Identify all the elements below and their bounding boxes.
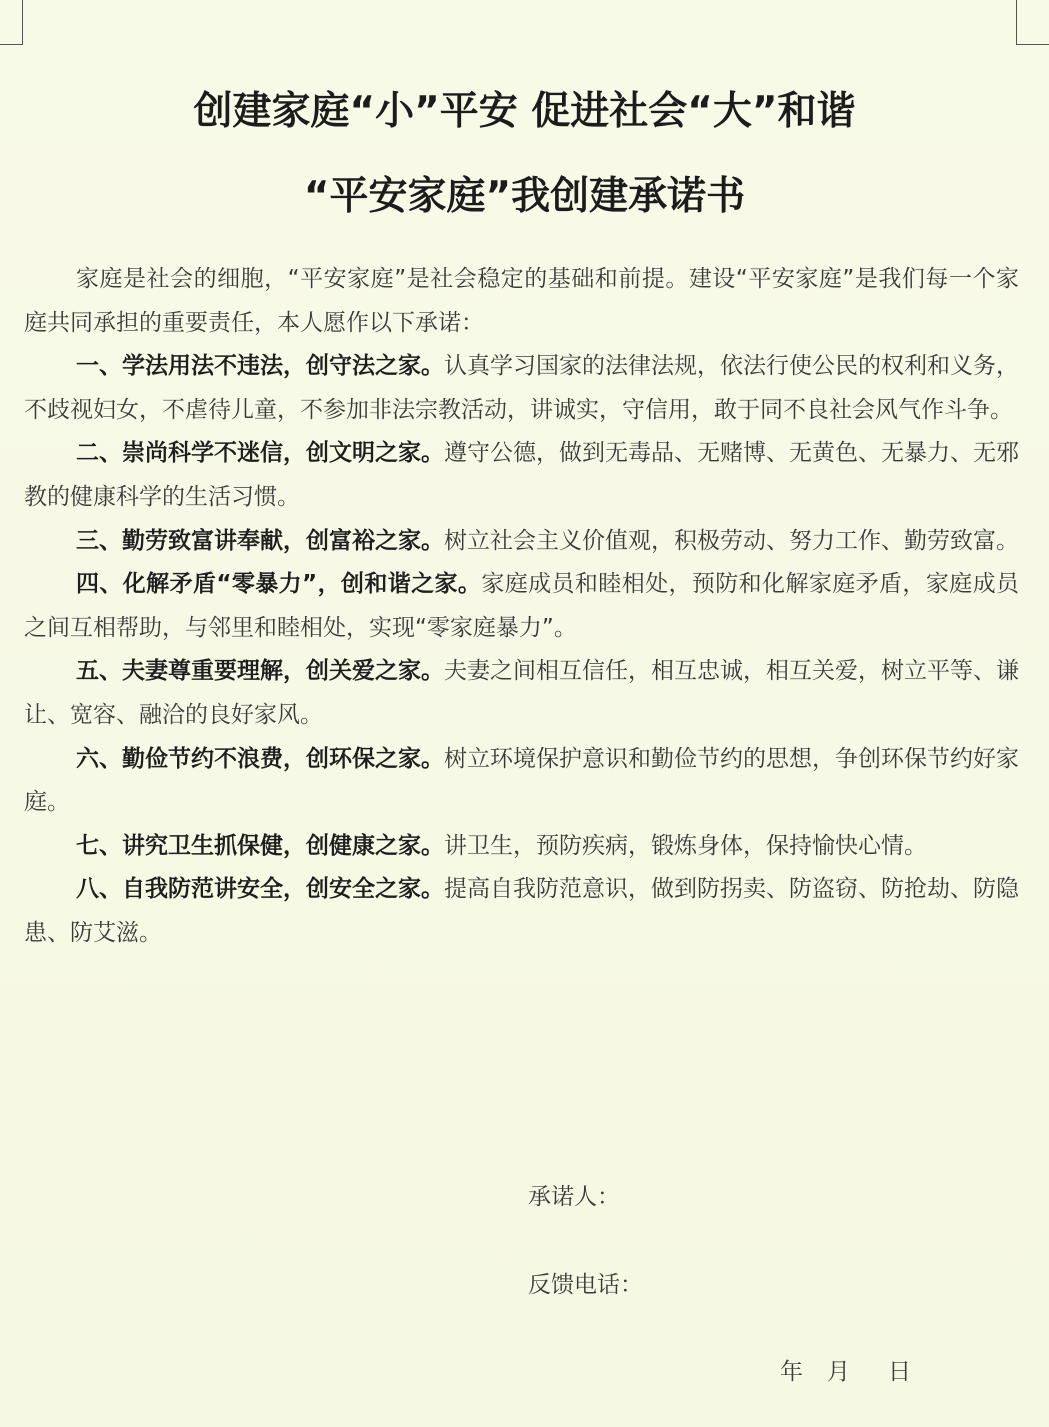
crop-mark-top-right [1016,0,1049,45]
pledge-item-text: 认真学习国家的法律法规，依法行使公民的权利和义务，不歧视妇女，不虐待儿童，不参加非法宗教活动，讲诚实，守信用，敢于同不良社会风气作斗争。 [24,353,1019,423]
pledge-item [24,650,1019,737]
pledge-item [24,345,1019,432]
date-line [780,1353,911,1386]
pledge-item-heading: 一、学法用法不违法，创守法之家。 [76,353,444,380]
feedback-phone-label: 反馈电话： [528,1272,643,1298]
pledge-item-text: 树立环境保护意识和勤俭节约的思想，争创环保节约好家庭。 [24,745,1019,816]
pledge-item-heading: 四、化解矛盾“零暴力”，创和谐之家。 [76,571,482,598]
crop-mark-top-left [0,0,23,45]
month-label: 月 [827,1359,850,1385]
intro-paragraph: 家庭是社会的细胞，“平安家庭”是社会稳定的基础和前提。建设“平安家庭”是我们每一个家庭共同承担的重要责任，本人愿作以下承诺： [24,266,1019,336]
pledge-item-heading: 七、讲究卫生抓保健，创健康之家。 [76,832,444,859]
pledge-item-text: 提高自我防范意识，做到防拐卖、防盗窃、防抢劫、防隐患、防艾滋。 [24,876,1019,946]
day-label: 日 [888,1359,911,1385]
pledge-item-heading: 八、自我防范讲安全，创安全之家。 [76,876,444,903]
document-body [24,258,1019,956]
pledge-item [24,738,1019,825]
pledge-item-text: 讲卫生，预防疾病，锻炼身体，保持愉快心情。 [444,832,927,859]
document-subtitle: “平安家庭”我创建承诺书 [303,174,746,219]
pledge-item-text: 遵守公德，做到无毒品、无赌博、无黄色、无暴力、无邪教的健康科学的生活习惯。 [24,440,1019,510]
pledge-item [24,563,1019,650]
pledge-item [24,868,1019,955]
pledge-item [24,825,1019,869]
document-title: 创建家庭“小”平安 促进社会“大”和谐 [193,89,856,134]
pledge-item-text: 夫妻之间相互信任，相互忠诚，相互关爱，树立平等、谦让、宽容、融洽的良好家风。 [24,658,1019,728]
promiser-label: 承诺人： [528,1184,620,1210]
pledge-item-heading: 二、崇尚科学不迷信，创文明之家。 [76,440,444,467]
pledge-item [24,520,1019,564]
pledge-item-text: 树立社会主义价值观，积极劳动、努力工作、勤劳致富。 [444,527,1019,554]
year-label: 年 [780,1359,803,1385]
pledge-item-heading: 六、勤俭节约不浪费，创环保之家。 [76,745,444,772]
pledge-item [24,432,1019,519]
pledge-item-text: 家庭成员和睦相处，预防和化解家庭矛盾，家庭成员之间互相帮助，与邻里和睦相处，实现“零家庭暴力”。 [24,571,1019,641]
pledge-item-heading: 三、勤劳致富讲奉献，创富裕之家。 [76,527,444,554]
pledge-item-heading: 五、夫妻尊重要理解，创关爱之家。 [76,658,444,685]
